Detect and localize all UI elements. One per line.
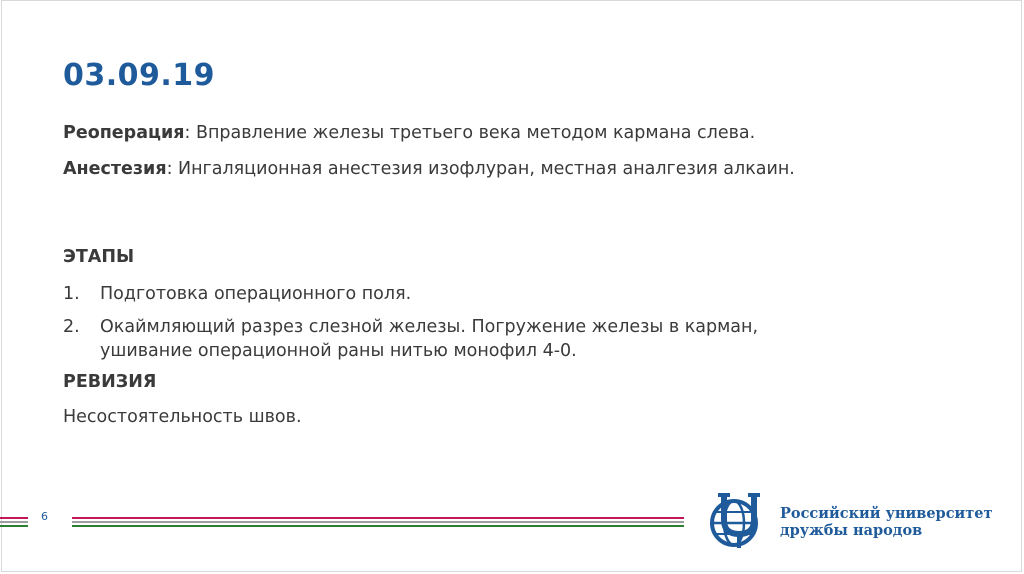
revision-heading: РЕВИЗИЯ	[63, 372, 157, 392]
stage-number: 2.	[63, 317, 80, 337]
footer-stripe-pink-left	[0, 517, 28, 519]
anesthesia-label: Анестезия	[63, 159, 167, 179]
anesthesia-text: : Ингаляционная анестезия изофлуран, местная аналгезия алкаин.	[166, 159, 795, 179]
footer-stripe-pink	[72, 517, 684, 519]
slide-title: 03.09.19	[63, 58, 216, 93]
revision-text: Несостоятельность швов.	[63, 407, 302, 427]
stage-text: Подготовка операционного поля.	[100, 284, 412, 304]
reoperation-label: Реоперация	[63, 123, 185, 143]
university-logo-text	[780, 505, 992, 539]
logo-line-1: Российский университет	[780, 505, 993, 522]
university-logo-icon	[707, 490, 775, 550]
footer-stripe-gray	[72, 521, 684, 523]
stage-number: 1.	[63, 284, 80, 304]
stage-text: Окаймляющий разрез слезной железы. Погружение железы в карман, ушивание операционной раны нитью монофил 4-0.	[100, 317, 759, 361]
anesthesia-paragraph	[63, 157, 809, 181]
slide-number: 6	[41, 510, 48, 523]
logo-line-2: дружбы народов	[780, 522, 923, 539]
reoperation-paragraph	[63, 121, 809, 145]
footer-stripe-green-left	[0, 525, 28, 527]
reoperation-text: : Вправление железы третьего века методом кармана слева.	[184, 123, 756, 143]
stages-heading: ЭТАПЫ	[63, 247, 135, 267]
footer-stripe-gray-left	[0, 521, 28, 523]
footer-stripe-green	[72, 525, 684, 527]
